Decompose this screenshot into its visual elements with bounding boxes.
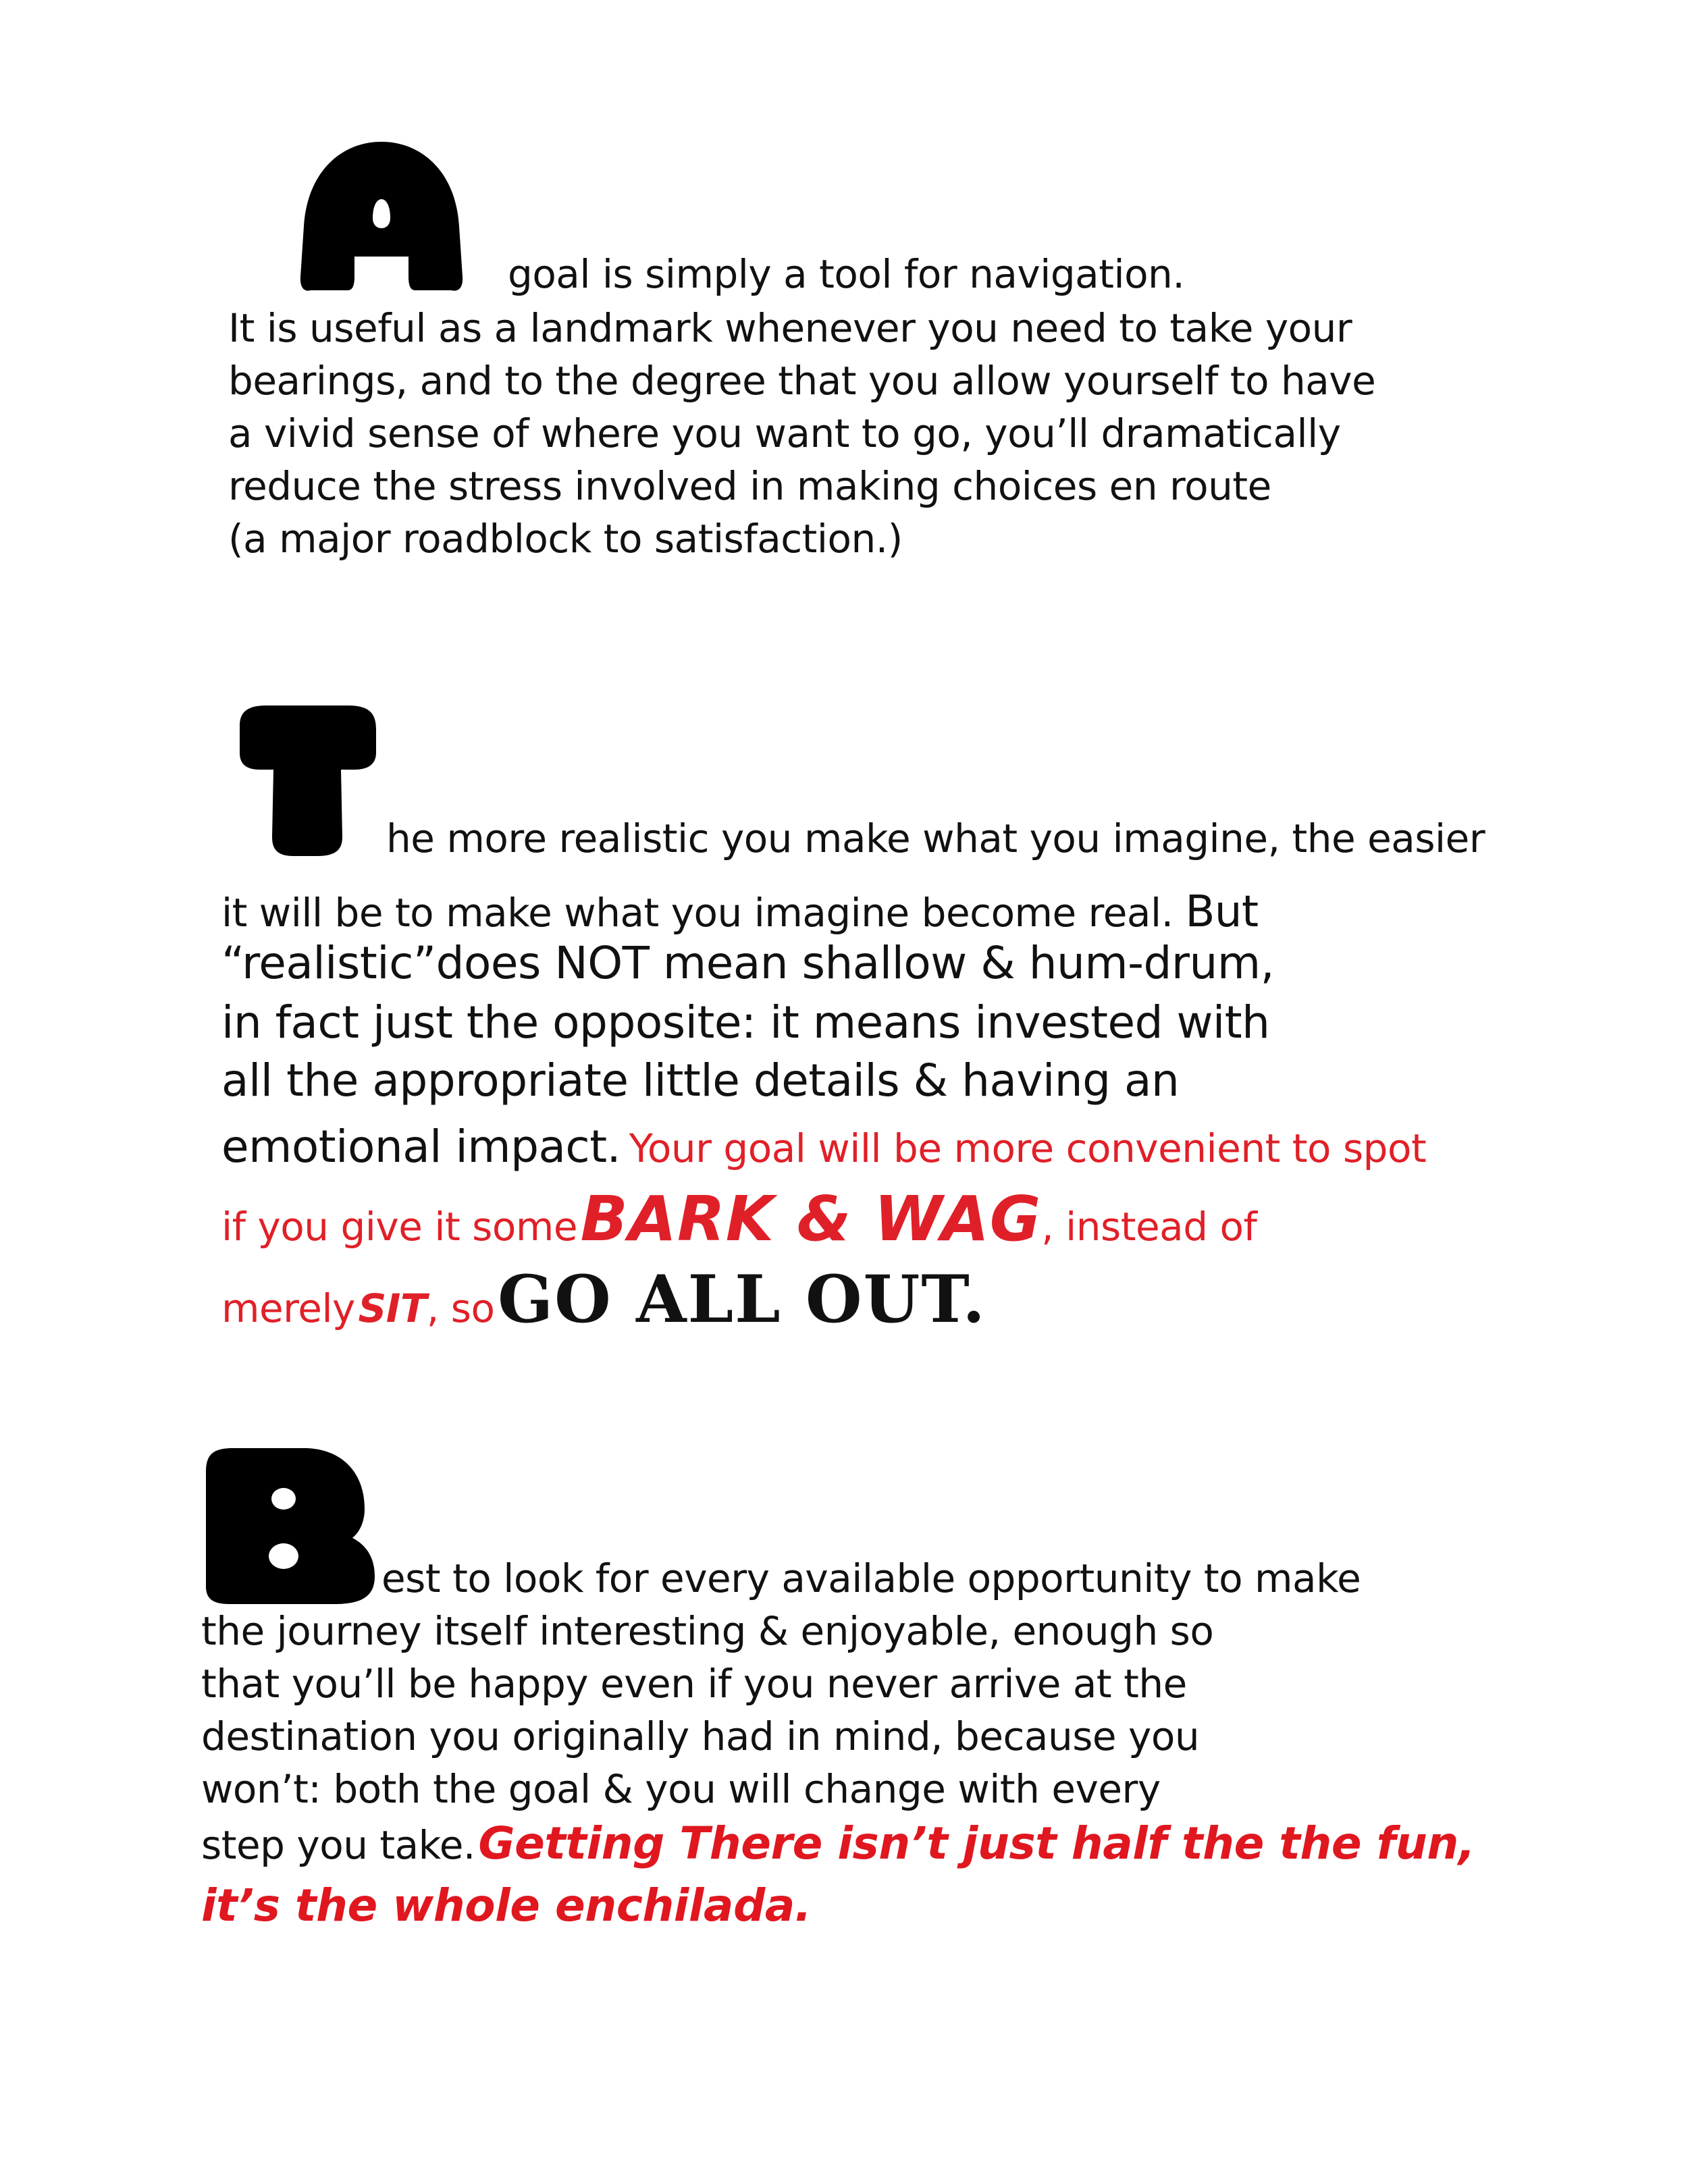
section-t-line-5: all the appropriate little details & having an <box>221 1055 1180 1107</box>
section-b-line-4: destination you originally had in mind, because you <box>201 1713 1200 1759</box>
section-t-line-2 <box>221 887 1259 937</box>
dropcap-t <box>233 702 381 857</box>
section-t-instead-of: , instead of <box>1041 1204 1257 1250</box>
section-b-line-2: the journey itself interesting & enjoyable, enough so <box>201 1608 1214 1654</box>
section-t-line-4: in fact just the opposite: it means invested with <box>221 996 1270 1048</box>
section-t-bark-wag: BARK & WAG <box>580 1183 1042 1255</box>
section-t-convenient: Your goal will be more convenient to spot <box>629 1125 1427 1171</box>
dropcap-b <box>203 1445 378 1607</box>
section-t-but: But <box>1185 887 1259 937</box>
section-a-line-6: (a major roadblock to satisfaction.) <box>228 516 903 562</box>
section-b-getting-there: Getting There isn’t just half the the fun, <box>478 1817 1475 1869</box>
section-t-line-3: “realistic”does NOT mean shallow & hum-drum, <box>221 937 1275 989</box>
section-b-line-5: won’t: both the goal & you will change with every <box>201 1766 1161 1812</box>
section-t-line-6 <box>221 1121 1426 1173</box>
dropcap-a <box>297 138 466 297</box>
section-b-line-3: that you’ll be happy even if you never arrive at the <box>201 1661 1187 1707</box>
section-t-go-all-out: GO ALL OUT. <box>498 1261 986 1337</box>
section-b-line-1: est to look for every available opportunity to make <box>381 1555 1361 1601</box>
section-t-merely: merely <box>221 1285 355 1331</box>
section-t-give-it-some: if you give it some <box>221 1204 578 1250</box>
section-t-sit: SIT <box>358 1285 427 1331</box>
section-a-line-5: reduce the stress involved in making choices en route <box>228 463 1271 509</box>
section-a-line-1: goal is simply a tool for navigation. <box>508 251 1185 297</box>
section-t-emotional-impact: emotional impact. <box>221 1121 621 1173</box>
section-t-so: , so <box>426 1285 495 1331</box>
section-t-line-2-text: it will be to make what you imagine become real. <box>221 890 1173 936</box>
section-a-line-2: It is useful as a landmark whenever you need to take your <box>228 305 1352 351</box>
section-b-line-7: it’s the whole enchilada. <box>201 1880 812 1932</box>
section-b-step-you-take: step you take. <box>201 1822 475 1868</box>
section-t-line-8 <box>221 1261 986 1337</box>
section-t-line-7 <box>221 1183 1257 1255</box>
section-a-line-3: bearings, and to the degree that you allow yourself to have <box>228 358 1376 404</box>
section-a-line-4: a vivid sense of where you want to go, you’ll dramatically <box>228 410 1341 456</box>
section-t-line-1: he more realistic you make what you imagine, the easier <box>386 816 1485 861</box>
section-b-line-6 <box>201 1817 1475 1869</box>
